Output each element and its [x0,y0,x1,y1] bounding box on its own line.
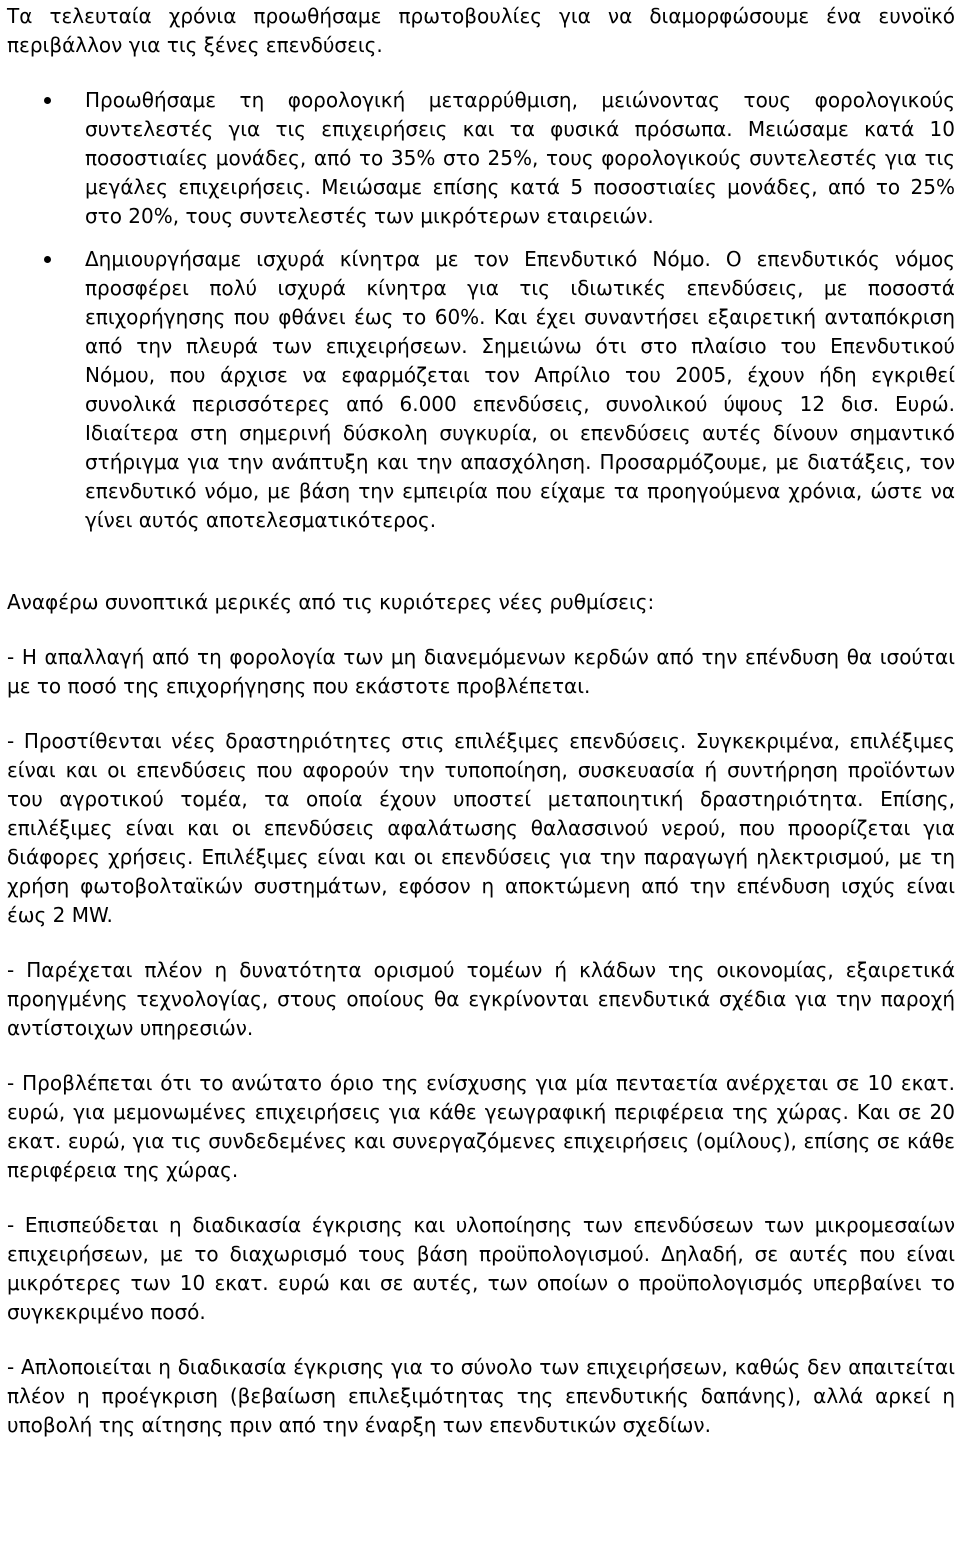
measure-paragraph: - Απλοποιείται η διαδικασία έγκρισης για το σύνολο των επιχειρήσεων, καθώς δεν απαιτείται πλέον η προέγκριση (βεβαίωση επιλεξιμότητας της επενδυτικής δαπάνης), αλλά αρκεί η υποβολή της αίτησης πριν από την έναρξη των επενδυτικών σχεδίων. [7,1355,955,1437]
bullet-item-tax-reform [7,86,955,231]
measure-paragraph: - Προστίθενται νέες δραστηριότητες στις επιλέξιμες επενδύσεις. Συγκεκριμένα, επιλέξιμες είναι και οι επενδύσεις που αφορούν την τυποποίηση, συσκευασία ή συντήρηση προϊόντων του αγροτικού τομέα, τα οποία έχουν υποστεί μεταποιητική δραστηριότητα. Επίσης, επιλέξιμες είναι και οι επενδύσεις αφαλάτωσης θαλασσινού νερού, που προορίζεται για διάφορες χρήσεις. Επιλέξιμες είναι και οι επενδύσεις για την παραγωγή ηλεκτρισμού, με τη χρήση φωτοβολταϊκών συστημάτων, εφόσον η αποκτώμενη από την επένδυση ισχύς είναι έως 2 MW. [7,729,955,927]
summary-heading: Αναφέρω συνοπτικά μερικές από τις κυριότερες νέες ρυθμίσεις: [7,590,655,614]
bullet-text: Δημιουργήσαμε ισχυρά κίνητρα με τον Επενδυτικό Νόμο. Ο επενδυτικός νόμος προσφέρει πολύ ισχυρά κίνητρα για τις ιδιωτικές επενδύσεις, με ποσοστά επιχορήγησης που φθάνει έως το 60%. Και έχει συναντήσει εξαιρετική ανταπόκριση από την πλευρά των επιχειρήσεων. Σημειώνω ότι στο πλαίσιο του Επενδυτικού Νόμου, που άρχισε να εφαρμόζεται τον Απρίλιο του 2005, έχουν ήδη εγκριθεί συνολικά περισσότερες από 6.000 επενδύσεις, συνολικού ύψους 12 δισ. Ευρώ. Ιδιαίτερα στη σημερινή δύσκολη συγκυρία, οι επενδύσεις αυτές δίνουν σημαντικό στήριγμα για την ανάπτυξη και την απασχόληση. Προσαρμόζουμε, με διατάξεις, τον επενδυτικό νόμο, με βάση την εμπειρία που είχαμε τα προηγούμενα χρόνια, ώστε να γίνει αυτός αποτελεσματικότερος. [85,247,955,532]
bullet-text: Προωθήσαμε τη φορολογική μεταρρύθμιση, μειώνοντας τους φορολογικούς συντελεστές για τις επιχειρήσεις και τα φυσικά πρόσωπα. Μειώσαμε κατά 10 ποσοστιαίες μονάδες, από το 35% στο 25%, τους φορολογικούς συντελεστές για τις μεγάλες επιχειρήσεις. Μειώσαμε επίσης κατά 5 ποσοστιαίες μονάδες, από το 25% στο 20%, τους συντελεστές των μικρότερων εταιρειών. [85,88,955,228]
measure-paragraph: - Παρέχεται πλέον η δυνατότητα ορισμού τομέων ή κλάδων της οικονομίας, εξαιρετικά προηγμένης τεχνολογίας, στους οποίους θα εγκρίνονται επενδυτικά σχέδια για την παροχή αντίστοιχων υπηρεσιών. [7,958,955,1040]
intro-paragraph: Τα τελευταία χρόνια προωθήσαμε πρωτοβουλίες για να διαμορφώσουμε ένα ευνοϊκό περιβάλλον για τις ξένες επενδύσεις. [7,4,955,57]
measure-paragraph: - Προβλέπεται ότι το ανώτατο όριο της ενίσχυσης για μία πενταετία ανέρχεται σε 10 εκατ. ευρώ, για μεμονωμένες επιχειρήσεις για κάθε γεωγραφική περιφέρεια της χώρας. Και σε 20 εκατ. ευρώ, για τις συνδεδεμένες και συνεργαζόμενες επιχειρήσεις (ομίλους), επίσης σε κάθε περιφέρεια της χώρας. [7,1071,955,1182]
bullet-item-investment-law [7,245,955,535]
bullet-list [7,86,955,535]
bullet-dot-icon [44,256,51,263]
document-page [7,0,955,1440]
measure-paragraph: - Η απαλλαγή από τη φορολογία των μη διανεμόμενων κερδών από την επένδυση θα ισούται με το ποσό της επιχορήγησης που εκάστοτε προβλέπεται. [7,645,955,698]
measure-paragraph: - Επισπεύδεται η διαδικασία έγκρισης και υλοποίησης των επενδύσεων των μικρομεσαίων επιχειρήσεων, με το διαχωρισμό τους βάση προϋπολογισμού. Δηλαδή, σε αυτές που είναι μικρότερες των 10 εκατ. ευρώ και σε αυτές, των οποίων ο προϋπολογισμός υπερβαίνει το συγκεκριμένο ποσό. [7,1213,955,1324]
bullet-dot-icon [44,97,51,104]
